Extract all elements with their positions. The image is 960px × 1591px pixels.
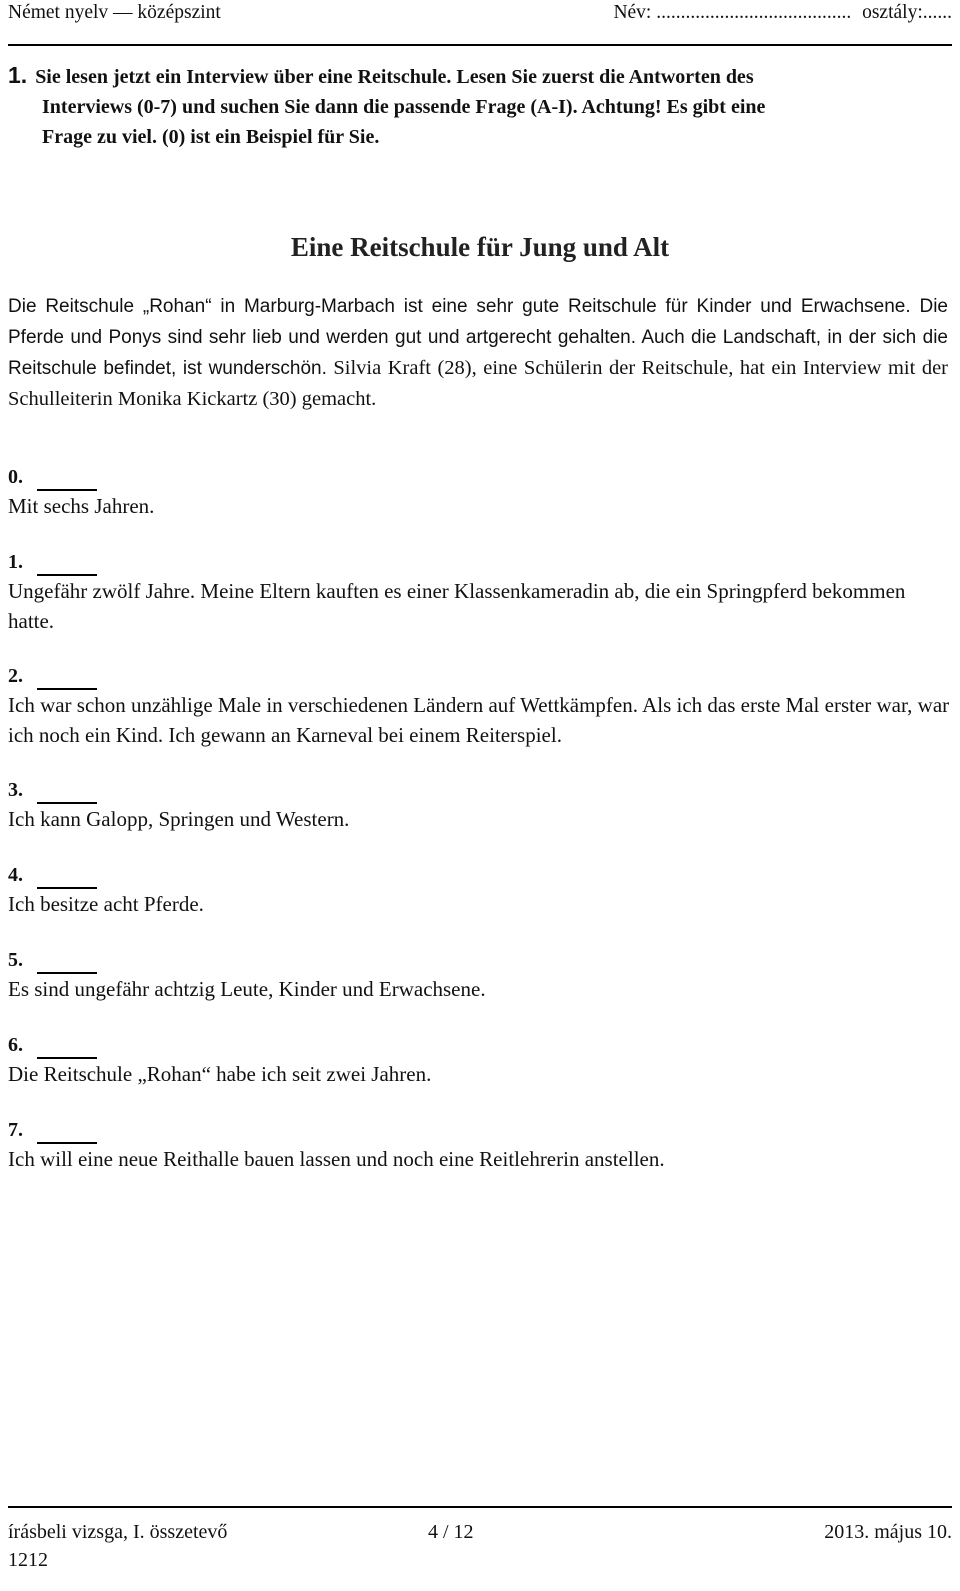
- item-number: 4.: [8, 864, 23, 886]
- item-number: 6.: [8, 1034, 23, 1056]
- answer-text: Ich war schon unzählige Male in verschiedenen Ländern auf Wettkämpfen. Als ich das erste Mal erster war, war ich noch ein Kind. Ich gewann an Karneval bei einem Reiterspiel.: [8, 693, 950, 747]
- answer-item: [8, 548, 952, 636]
- answer-blank[interactable]: [37, 554, 97, 576]
- answer-item: [8, 662, 952, 750]
- name-label: Név: ........................................: [613, 2, 852, 23]
- intro-text-serif: Silvia Kraft (28), eine Schülerin der Reitschule, hat ein Interview mit der Schulleiterin Monika Kickartz (30) gemacht.: [8, 357, 948, 410]
- footer-date: 2013. május 10.: [824, 1521, 952, 1543]
- footer-code: 1212: [8, 1549, 48, 1571]
- intro-paragraph: [8, 291, 948, 414]
- task-line-3: Frage zu viel. (0) ist ein Beispiel für Sie.: [42, 126, 380, 148]
- page-footer: [8, 1518, 952, 1574]
- answer-item: [8, 1116, 952, 1174]
- answer-item: [8, 1031, 952, 1089]
- footer-exam-part: írásbeli vizsga, I. összetevő: [8, 1521, 228, 1543]
- text-title: Eine Reitschule für Jung und Alt: [290, 232, 670, 262]
- footer-divider: [8, 1506, 952, 1508]
- header-divider: [8, 44, 952, 46]
- page-header: [8, 2, 952, 24]
- item-number: 2.: [8, 665, 23, 687]
- answer-text: Ich kann Galopp, Springen und Western.: [8, 807, 350, 831]
- answer-blank[interactable]: [37, 1122, 97, 1144]
- answer-text: Die Reitschule „Rohan“ habe ich seit zwei Jahren.: [8, 1062, 432, 1086]
- answer-item: [8, 946, 952, 1004]
- answer-text: Ungefähr zwölf Jahre. Meine Eltern kauften es einer Klassenkameradin ab, die ein Springpferd bekommen hatte.: [8, 579, 906, 633]
- footer-page-number: 4 / 12: [428, 1521, 474, 1543]
- answer-blank[interactable]: [37, 782, 97, 804]
- class-label: osztály:......: [862, 2, 952, 23]
- answer-item: [8, 776, 952, 834]
- item-number: 7.: [8, 1119, 23, 1141]
- answer-text: Mit sechs Jahren.: [8, 494, 155, 518]
- task-instructions: [8, 60, 952, 152]
- answer-text: Es sind ungefähr achtzig Leute, Kinder und Erwachsene.: [8, 977, 486, 1001]
- task-number: 1.: [8, 62, 28, 88]
- task-line-2: Interviews (0-7) und suchen Sie dann die passende Frage (A-I). Achtung! Es gibt eine: [42, 96, 766, 118]
- answer-blank[interactable]: [37, 668, 97, 690]
- name-class-fields: [607, 2, 952, 24]
- exam-subject: Német nyelv — középszint: [8, 2, 221, 23]
- answer-blank[interactable]: [37, 1037, 97, 1059]
- item-number: 5.: [8, 949, 23, 971]
- answer-text: Ich besitze acht Pferde.: [8, 892, 204, 916]
- answer-item: [8, 861, 952, 919]
- item-number: 1.: [8, 551, 23, 573]
- item-number: 3.: [8, 779, 23, 801]
- answer-text: Ich will eine neue Reithalle bauen lassen und noch eine Reitlehrerin anstellen.: [8, 1147, 665, 1171]
- task-line-1: Sie lesen jetzt ein Interview über eine Reitschule. Lesen Sie zuerst die Antworten des: [35, 66, 754, 88]
- answer-blank[interactable]: [37, 867, 97, 889]
- answer-item: [8, 463, 952, 521]
- answer-blank[interactable]: [37, 952, 97, 974]
- item-number: 0.: [8, 466, 23, 488]
- intro-text-sans: Die Reitschule „Rohan“ in Marburg-Marbach ist eine sehr gute Reitschule für Kinder und Erwachsene. Die Pferde und Ponys sind sehr lieb und werden gut und artgerecht gehalten. Auch die Landschaft, in der sich die Reitschule befindet, ist wunderschön.: [8, 296, 948, 379]
- answer-blank[interactable]: [37, 469, 97, 491]
